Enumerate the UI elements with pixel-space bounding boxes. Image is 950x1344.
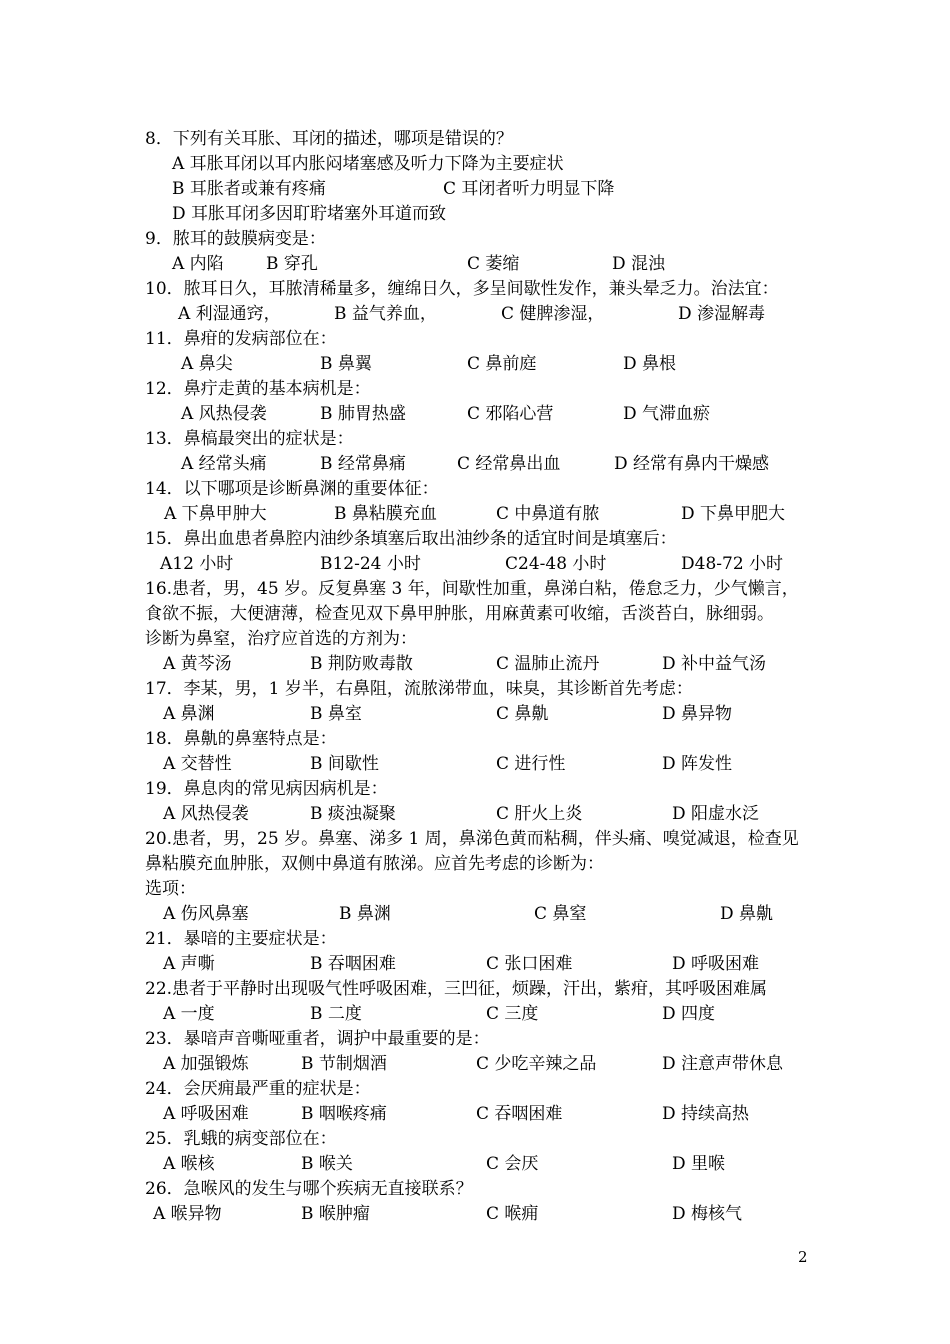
answer-option: A 风热侵袭 [163,804,249,824]
question-stem: 23．暴喑声音嘶哑重者，调护中最重要的是： [145,1029,490,1049]
answer-option: D 持续高热 [662,1104,750,1124]
answer-option: C 健脾渗湿， [501,304,605,324]
answer-option: B 喉肿瘤 [301,1204,370,1224]
answer-option: B 间歇性 [310,754,379,774]
answer-option: B 肺胃热盛 [320,404,406,424]
question-stem: 19．鼻息肉的常见病因病机是： [145,779,388,799]
answer-option: C 肝火上炎 [496,804,583,824]
answer-option: A 鼻尖 [181,354,233,374]
option-row [0,202,900,227]
answer-option: B 荆防败毒散 [310,654,413,674]
answer-option: A 喉核 [163,1154,215,1174]
option-row [0,152,900,177]
answer-option: A 喉异物 [153,1204,222,1224]
option-row [0,952,900,977]
answer-option: C 温肺止流丹 [496,654,600,674]
question-stem: 14．以下哪项是诊断鼻渊的重要体征： [145,479,439,499]
answer-option: D 里喉 [672,1154,726,1174]
answer-option: B 益气养血， [334,304,437,324]
option-row [0,252,900,277]
answer-option: B 喉关 [301,1154,353,1174]
answer-option: A 风热侵袭 [181,404,267,424]
answer-option: B12-24 小时 [320,554,421,574]
answer-option: D 鼻异物 [662,704,733,724]
answer-option: B 吞咽困难 [310,954,396,974]
question-stem: 26．急喉风的发生与哪个疾病无直接联系？ [145,1179,473,1199]
question-stem: 13．鼻槁最突出的症状是： [145,429,354,449]
answer-option: C 吞咽困难 [476,1104,563,1124]
question-stem: 24．会厌痈最严重的症状是： [145,1079,371,1099]
option-row [0,752,900,777]
question-stem: 诊断为鼻窒，治疗应首选的方剂为： [145,629,417,649]
answer-option: C 中鼻道有脓 [496,504,600,524]
answer-option: C 三度 [486,1004,539,1024]
question-stem: 食欲不振，大便溏薄，检查见双下鼻甲肿胀，用麻黄素可收缩，舌淡苔白，脉细弱。 [145,604,774,624]
answer-option: D 鼻鼽 [720,904,774,924]
option-row [0,1052,900,1077]
question-stem: 12．鼻疔走黄的基本病机是： [145,379,371,399]
answer-option: A 下鼻甲肿大 [164,504,267,524]
answer-option: C 鼻鼽 [496,704,549,724]
answer-option: B 痰浊凝聚 [310,804,396,824]
question-stem: 9．脓耳的鼓膜病变是： [145,229,326,249]
answer-option: B 鼻翼 [320,354,372,374]
answer-option: D 耳胀耳闭多因耵聍堵塞外耳道而致 [172,204,447,224]
question-stem: 鼻粘膜充血肿胀，双侧中鼻道有脓涕。应首先考虑的诊断为： [145,854,604,874]
answer-option: B 鼻粘膜充血 [334,504,437,524]
question-stem: 21．暴喑的主要症状是： [145,929,337,949]
answer-option: B 鼻室 [310,704,362,724]
answer-option: C 邪陷心营 [467,404,554,424]
answer-option: D 补中益气汤 [662,654,767,674]
option-row [0,1102,900,1127]
question-stem: 25．乳蛾的病变部位在： [145,1129,337,1149]
question-stem: 10．脓耳日久，耳脓清稀量多，缠绵日久，多呈间歇性发作，兼头晕乏力。治法宜： [145,279,779,299]
option-row [0,702,900,727]
answer-option: D 阵发性 [662,754,733,774]
answer-option: D 注意声带休息 [662,1054,784,1074]
answer-option: D 下鼻甲肥大 [681,504,786,524]
answer-option: A 交替性 [163,754,232,774]
answer-option: B 穿孔 [266,254,318,274]
answer-option: C 鼻窒 [534,904,587,924]
option-row [0,652,900,677]
answer-option: D 渗湿解毒 [678,304,766,324]
question-stem: 17．李某，男，1 岁半，右鼻阻，流脓涕带血，味臭，其诊断首先考虑： [145,679,693,699]
answer-option: A 声嘶 [163,954,215,974]
option-row [0,302,900,327]
answer-option: A 经常头痛 [181,454,267,474]
option-row [0,802,900,827]
question-stem: 16.患者，男，45 岁。反复鼻塞 3 年，间歇性加重，鼻涕白粘，倦怠乏力，少气懒言， [145,579,799,599]
answer-option: B 节制烟酒 [301,1054,387,1074]
answer-option: C 耳闭者听力明显下降 [443,179,615,199]
answer-option: A 耳胀耳闭以耳内胀闷堵塞感及听力下降为主要症状 [172,154,564,174]
answer-option: A 加强锻炼 [163,1054,249,1074]
question-stem: 选项： [145,879,196,899]
answer-option: C 进行性 [496,754,566,774]
answer-option: A 黄芩汤 [163,654,232,674]
answer-option: C 萎缩 [467,254,520,274]
question-stem: 8．下列有关耳胀、耳闭的描述，哪项是错误的？ [145,129,513,149]
answer-option: D48-72 小时 [681,554,784,574]
question-stem: 18．鼻鼽的鼻塞特点是： [145,729,337,749]
answer-option: C 喉痈 [486,1204,539,1224]
answer-option: A12 小时 [160,554,234,574]
answer-option: D 呼吸困难 [672,954,760,974]
answer-option: C24-48 小时 [505,554,607,574]
answer-option: B 二度 [310,1004,362,1024]
answer-option: D 梅核气 [672,1204,743,1224]
option-row [0,352,900,377]
option-row [0,902,900,927]
answer-option: D 气滞血瘀 [623,404,711,424]
answer-option: D 阳虚水泛 [672,804,760,824]
answer-option: D 四度 [662,1004,716,1024]
option-row [0,1002,900,1027]
option-row [0,177,900,202]
option-row [0,402,900,427]
option-row [0,1152,900,1177]
question-stem: 22.患者于平静时出现吸气性呼吸困难，三凹征，烦躁，汗出，紫疳，其呼吸困难属 [145,979,768,999]
answer-option: C 经常鼻出血 [457,454,561,474]
answer-option: A 伤风鼻塞 [163,904,249,924]
answer-option: A 内陷 [172,254,224,274]
page-number: 2 [798,1248,808,1266]
question-stem: 20.患者，男，25 岁。鼻塞、涕多 1 周，鼻涕色黄而粘稠，伴头痛、嗅觉减退，检查见 [145,829,799,849]
answer-option: B 鼻渊 [339,904,391,924]
answer-option: B 咽喉疼痛 [301,1104,387,1124]
answer-option: B 经常鼻痛 [320,454,406,474]
answer-option: A 鼻渊 [163,704,215,724]
answer-option: A 呼吸困难 [163,1104,249,1124]
answer-option: D 经常有鼻内干燥感 [614,454,770,474]
option-row [0,552,900,577]
question-stem: 11．鼻疳的发病部位在： [145,329,337,349]
answer-option: C 鼻前庭 [467,354,537,374]
answer-option: C 会厌 [486,1154,539,1174]
option-row [0,1202,900,1227]
option-row [0,452,900,477]
answer-option: C 少吃辛辣之品 [476,1054,597,1074]
answer-option: B 耳胀者或兼有疼痛 [172,179,326,199]
answer-option: A 一度 [163,1004,215,1024]
question-stem: 15．鼻出血患者鼻腔内油纱条填塞后取出油纱条的适宜时间是填塞后： [145,529,677,549]
answer-option: C 张口困难 [486,954,573,974]
answer-option: D 混浊 [612,254,666,274]
answer-option: D 鼻根 [623,354,677,374]
option-row [0,502,900,527]
answer-option: A 利湿通窍， [178,304,281,324]
